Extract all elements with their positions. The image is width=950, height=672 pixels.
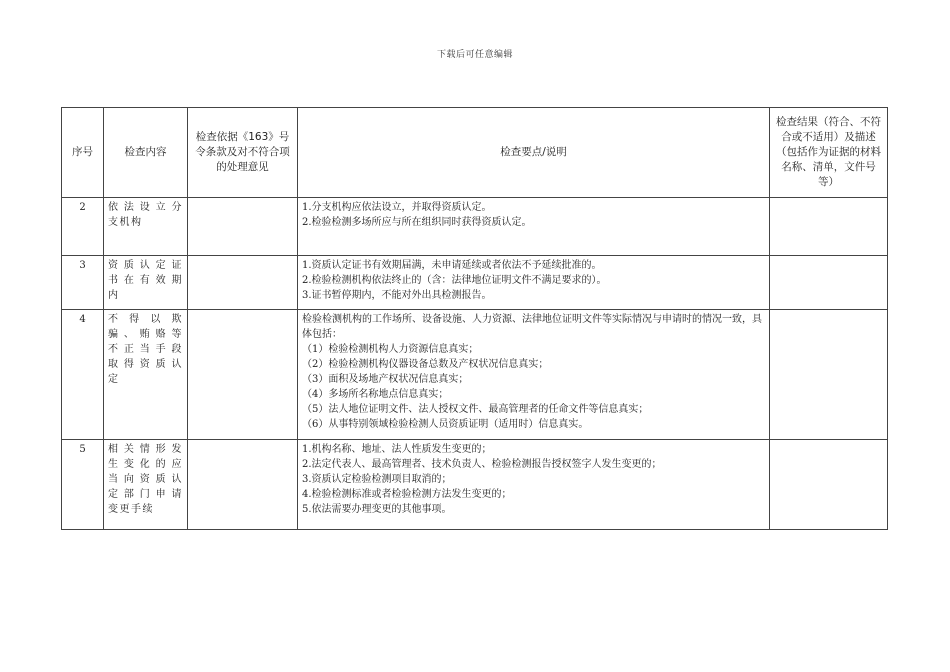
row-content-line: 依法设立分 [108,202,183,213]
row-points [298,198,770,256]
header-points: 检查要点/说明 [298,108,770,198]
row-basis [188,440,298,530]
table-row [62,198,888,256]
page-header: 下载后可任意编辑 [436,50,513,60]
row-points [298,310,770,440]
row-content-line: 不得以欺 [108,314,183,325]
point-item: （4）多场所名称地点信息真实； [302,389,449,400]
table-row [62,310,888,440]
point-item: （2）检验检测机构仪器设备总数及产权状况信息真实； [302,359,549,370]
row-content-line: 不正当手段 [108,344,183,355]
row-content-line: 定 [108,374,120,385]
row-basis [188,256,298,310]
row-basis [188,198,298,256]
row-content [104,256,188,310]
row-number: 4 [62,310,104,440]
point-item: 2.检验检测多场所应与所在组织同时获得资质认定。 [302,217,532,228]
point-item: 3.资质认定检验检测项目取消的； [302,474,452,485]
table-header-row [62,108,888,198]
row-content-line: 相关情形发 [108,444,183,455]
row-content-line: 生变化的应 [108,459,183,470]
row-content-line: 支机构 [108,217,143,228]
point-item: 4.检验检测标准或者检验检测方法发生变更的； [302,489,512,500]
row-result [770,440,888,530]
row-result [770,310,888,440]
point-item: （5）法人地位证明文件、法人授权文件、最高管理者的任命文件等信息真实； [302,404,649,415]
row-points [298,440,770,530]
row-content-line: 资质认定证 [108,260,183,271]
row-number: 5 [62,440,104,530]
point-item: （1）检验检测机构人力资源信息真实； [302,344,479,355]
table-row [62,440,888,530]
point-item: 2.检验检测机构依法终止的（含：法律地位证明文件不满足要求的）。 [302,275,607,286]
row-content-line: 定部门申请 [108,489,183,500]
header-no: 序号 [62,108,104,198]
point-item: 5.依法需要办理变更的其他事项。 [302,504,452,515]
point-item: 1.机构名称、地址、法人性质发生变更的； [302,444,492,455]
row-content-line: 骗、贿赂等 [108,329,183,340]
row-number: 3 [62,256,104,310]
inspection-table [61,107,888,530]
point-item: 1.分支机构应依法设立，并取得资质认定。 [302,202,492,213]
point-item: （6）从事特别领域检验检测人员资质证明（适用时）信息真实。 [302,419,589,430]
row-content-line: 取得资质认 [108,359,183,370]
header-result: 检查结果（符合、不符合或不适用）及描述（包括作为证据的材料名称、清单，文件号等） [770,108,888,198]
point-item: 3.证书暂停期内，不能对外出具检测报告。 [302,290,492,301]
row-basis [188,310,298,440]
row-content [104,310,188,440]
point-item: （3）面积及场地产权状况信息真实； [302,374,469,385]
row-number: 2 [62,198,104,256]
table-row [62,256,888,310]
row-result [770,256,888,310]
header-basis: 检查依据《163》号令条款及对不符合项的处理意见 [188,108,298,198]
row-points [298,256,770,310]
row-content-line: 内 [108,290,120,301]
point-item: 检验检测机构的工作场所、设备设施、人力资源、法律地位证明文件等实际情况与申请时的情况一致，具体包括： [302,314,762,340]
point-item: 2.法定代表人、最高管理者、技术负责人、检验检测报告授权签字人发生变更的； [302,459,662,470]
row-content-line: 书在有效期 [108,275,183,286]
row-content-line: 当向资质认 [108,474,183,485]
row-content [104,198,188,256]
row-content [104,440,188,530]
row-content-line: 变更手续 [108,504,154,515]
row-result [770,198,888,256]
header-content: 检查内容 [104,108,188,198]
point-item: 1.资质认定证书有效期届满，未申请延续或者依法不予延续批准的。 [302,260,602,271]
